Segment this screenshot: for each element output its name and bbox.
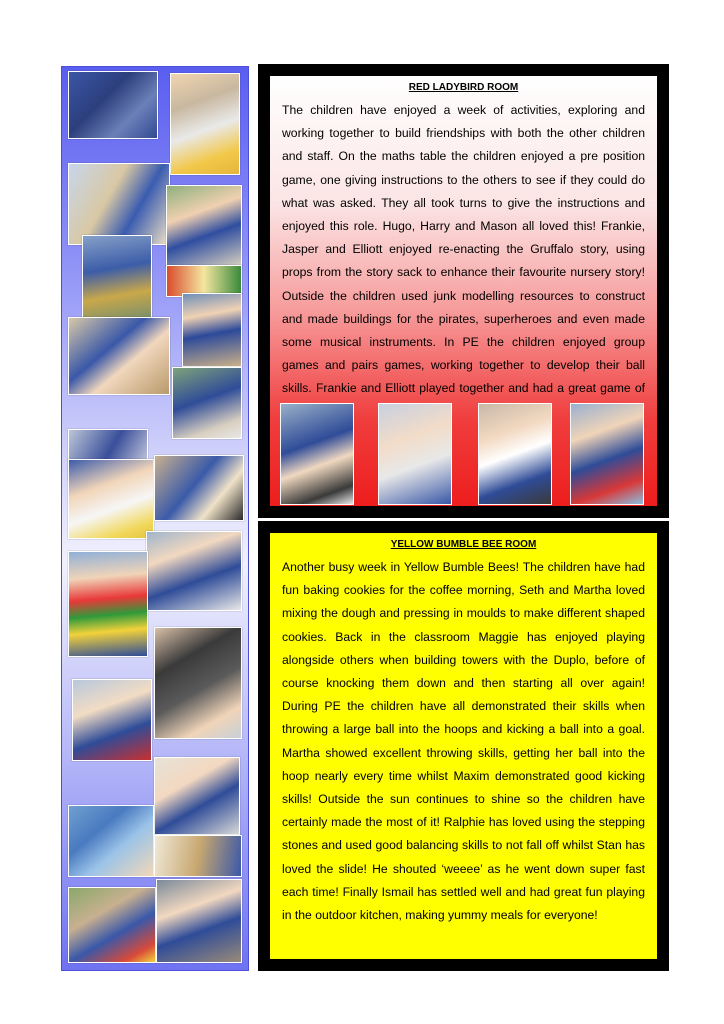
yellow-bumble-bee-title: YELLOW BUMBLE BEE ROOM xyxy=(390,539,537,550)
red-ladybird-panel xyxy=(258,64,669,518)
photo-child-baking xyxy=(154,757,240,835)
photo-boy-smiling-toy xyxy=(146,531,242,611)
photo-boy-holding-card xyxy=(156,879,242,963)
yellow-bumble-bee-content xyxy=(270,533,657,959)
red-ladybird-content xyxy=(270,76,657,506)
yellow-bumble-bee-body: Another busy week in Yellow Bumble Bees! The children have had fun baking cookies for the coffee morning, Seth and Martha loved mixing the dough and pressing in moulds to make different shaped cookies. Back in the classroom Maggie has enjoyed playing alongside others when building towers with the Duplo, before of course knocking them down and then starting all over again! During PE the children have all demonstrated their skills when throwing a large ball into the hoops and kicking a ball into a goal. Martha showed excellent throwing skills, getting her ball into the hoop nearly every time whilst Maxim demonstrated good kicking skills! Outside the sun continues to shine so the children have certainly made the most of it! Ralphie has loved using the stepping stones and used good balancing skills to not fall off whilst Stan has loved the slide! He shouted ‘weeee’ as he went down super fast each time! Finally Ismail has settled well and had great fun playing in the outdoor kitchen, making yummy meals for everyone! xyxy=(282,560,645,923)
photo-classroom-play xyxy=(68,163,170,245)
red-ladybird-body: The children have enjoyed a week of activities, exploring and working together to build friendships with both the other children and staff. On the maths table the children enjoyed a pre position game, one giving instructions to the others to see if they could do what was asked. They all took turns to give the instructions and enjoyed this role. Hugo, Harry and Mason all loved this! Frankie, Jasper and Elliott enjoyed re-enacting the Gruffalo story, using props from the story sack to enhance their favourite nursery story! Outside the children used junk modelling resources to construct and made buildings for the pirates, superheroes and even made some musical instruments. In PE the children enjoyed group games and pairs games, working together to develop their ball skills. Frankie and Elliott played together and had a great game of xyxy=(282,103,645,396)
photo-girl-baking xyxy=(378,403,452,505)
photo-children-card-game xyxy=(280,403,354,505)
photo-boy-mixing-dough xyxy=(68,459,154,539)
photo-slide-play xyxy=(68,805,154,877)
photo-children-table xyxy=(154,455,244,521)
photo-baking-tray xyxy=(154,835,242,877)
photo-duplo-tower xyxy=(68,551,148,657)
photo-drawing-board xyxy=(154,627,242,739)
photo-group-classroom xyxy=(68,317,170,395)
photo-collage-strip xyxy=(61,66,249,971)
photo-boy-near-fence xyxy=(172,367,242,439)
photo-children-blue-chairs xyxy=(68,71,158,139)
photo-sandpit-digging xyxy=(182,293,242,367)
photo-boy-mixing-bowl xyxy=(170,73,240,175)
photo-outdoor-kitchen xyxy=(68,887,156,963)
red-ladybird-title: RED LADYBIRD ROOM xyxy=(408,82,519,93)
photo-boy-at-table xyxy=(570,403,644,505)
photo-boy-holding-book xyxy=(166,185,242,267)
photo-child-playground xyxy=(82,235,152,319)
yellow-bumble-bee-panel xyxy=(258,521,669,971)
red-ladybird-photo-row xyxy=(280,403,647,503)
photo-boy-showing-card xyxy=(478,403,552,505)
photo-girl-sitting xyxy=(72,679,152,761)
